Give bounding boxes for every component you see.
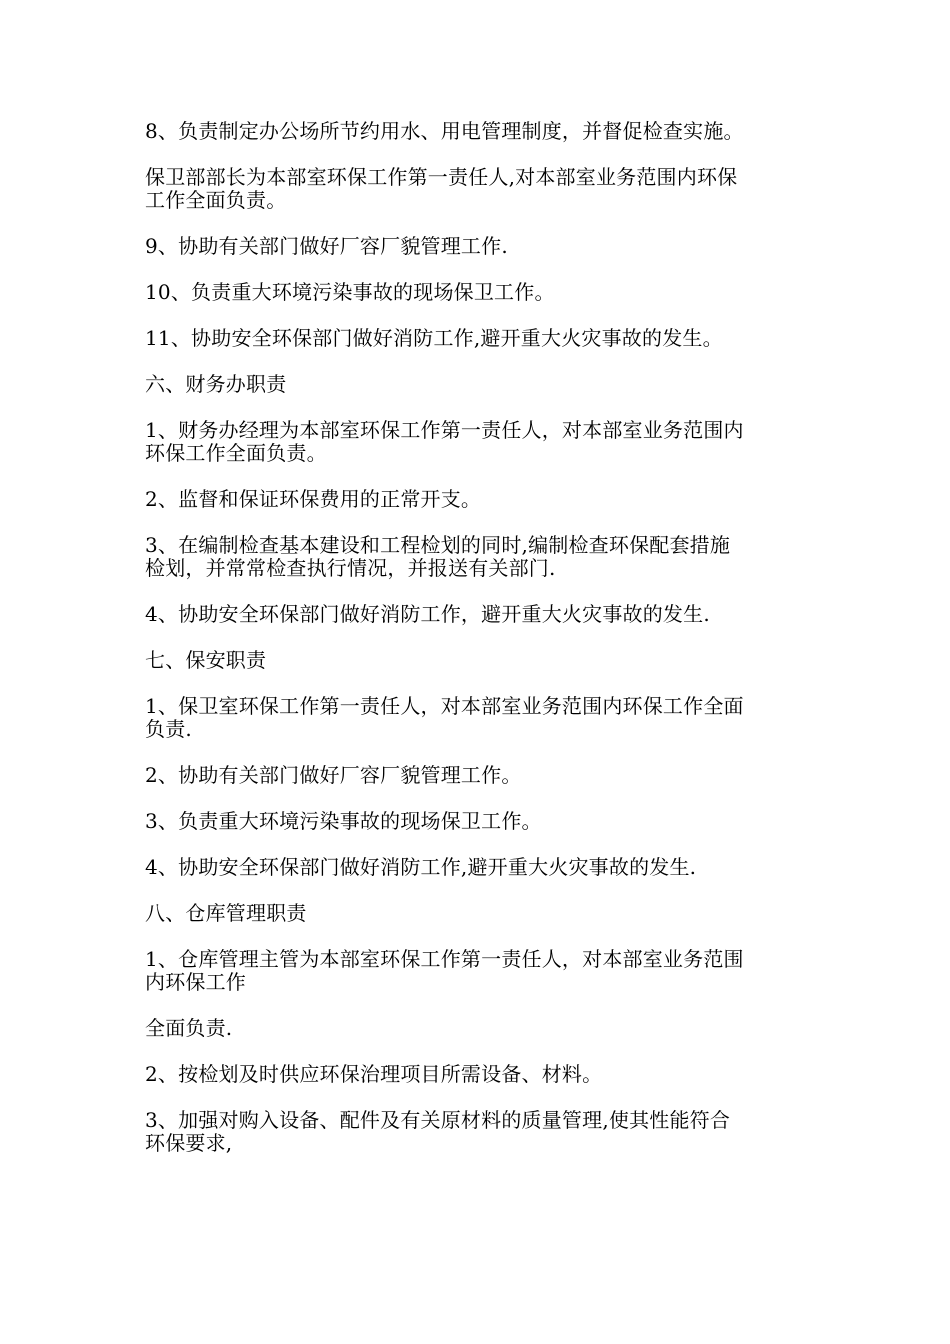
paragraph-4: 10、负责重大环境污染事故的现场保卫工作。 xyxy=(145,280,555,304)
section-heading-finance: 六、财务办职责 xyxy=(145,372,287,396)
paragraph-10: 4、协助安全环保部门做好消防工作，避开重大火灾事故的发生. xyxy=(145,602,710,626)
paragraph-15: 4、协助安全环保部门做好消防工作,避开重大火灾事故的发生. xyxy=(145,855,697,879)
paragraph-9: 3、在编制检查基本建设和工程检划的同时,编制检查环保配套措施 检划，并常常检查执行情况，并报送有关部门. xyxy=(145,533,731,580)
paragraph-3: 9、协助有关部门做好厂容厂貌管理工作. xyxy=(145,234,508,258)
paragraph-2: 保卫部部长为本部室环保工作第一责任人,对本部室业务范围内环保 工作全面负责。 xyxy=(145,165,738,212)
paragraph-18: 全面负责. xyxy=(145,1016,233,1040)
paragraph-1: 8、负责制定办公场所节约用水、用电管理制度，并督促检查实施。 xyxy=(145,119,744,143)
section-heading-security: 七、保安职责 xyxy=(145,648,267,672)
paragraph-20: 3、加强对购入设备、配件及有关原材料的质量管理,使其性能符合 环保要求, xyxy=(145,1108,731,1155)
paragraph-17: 1、仓库管理主管为本部室环保工作第一责任人，对本部室业务范围 内环保工作 xyxy=(145,947,744,994)
document-body xyxy=(145,120,810,1178)
paragraph-13: 2、协助有关部门做好厂容厂貌管理工作。 xyxy=(145,763,522,787)
paragraph-5: 11、协助安全环保部门做好消防工作,避开重大火灾事故的发生。 xyxy=(145,326,723,350)
paragraph-19: 2、按检划及时供应环保治理项目所需设备、材料。 xyxy=(145,1062,603,1086)
paragraph-14: 3、负责重大环境污染事故的现场保卫工作。 xyxy=(145,809,542,833)
paragraph-12: 1、保卫室环保工作第一责任人，对本部室业务范围内环保工作全面 负责. xyxy=(145,694,744,741)
paragraph-7: 1、财务办经理为本部室环保工作第一责任人，对本部室业务范围内 环保工作全面负责。 xyxy=(145,418,744,465)
section-heading-warehouse: 八、仓库管理职责 xyxy=(145,901,307,925)
paragraph-8: 2、监督和保证环保费用的正常开支。 xyxy=(145,487,482,511)
